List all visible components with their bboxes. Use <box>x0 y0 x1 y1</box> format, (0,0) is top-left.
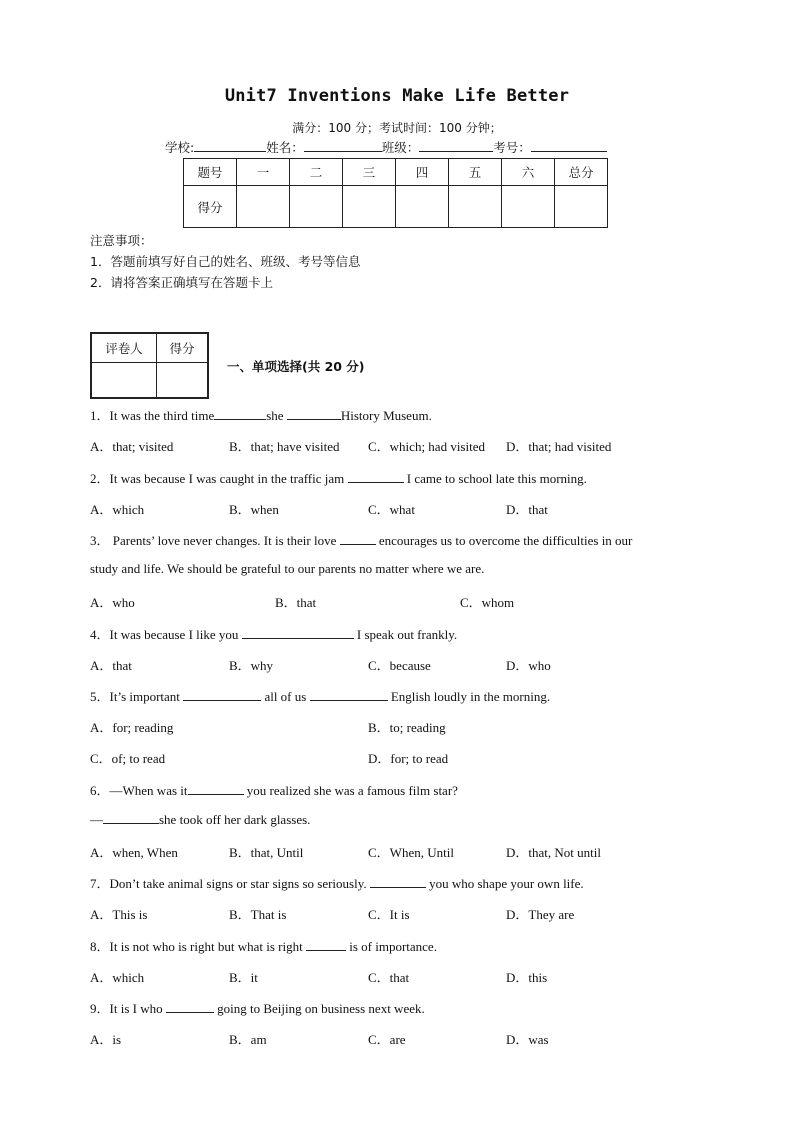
score-cell-header: 四 <box>396 159 449 186</box>
question-number: 2． <box>90 471 110 486</box>
question-3 <box>90 530 632 549</box>
score-row-label: 得分 <box>184 186 237 228</box>
option-c[interactable]: C．are <box>368 1032 406 1047</box>
option-b[interactable]: B．to; reading <box>368 720 446 735</box>
score-cell-header: 二 <box>290 159 343 186</box>
section-title: 一、单项选择(共 20 分) <box>227 359 365 374</box>
notes-item: 1．答题前填写好自己的姓名、班级、考号等信息 <box>90 254 361 269</box>
option-b[interactable]: B．am <box>229 1032 267 1047</box>
score-cell[interactable] <box>502 186 555 228</box>
option-c[interactable]: C．because <box>368 658 431 673</box>
score-cell-header: 总分 <box>555 159 608 186</box>
question-number: 7． <box>90 876 110 891</box>
question-9 <box>90 998 425 1017</box>
score-cell[interactable] <box>237 186 290 228</box>
score-table <box>183 158 608 228</box>
name-label: 姓名： <box>266 140 304 155</box>
question-text: you who shape your own life. <box>425 876 584 891</box>
question-number: 1． <box>90 408 110 423</box>
number-label: 考号： <box>493 140 531 155</box>
option-d[interactable]: D．that <box>506 502 548 517</box>
class-field[interactable] <box>419 139 493 152</box>
grader-name-cell[interactable] <box>91 363 157 399</box>
answer-blank[interactable] <box>370 875 426 888</box>
score-cell[interactable] <box>396 186 449 228</box>
question-8 <box>90 936 437 955</box>
question-text: It was because I like you <box>109 627 242 642</box>
option-a[interactable]: A．when, When <box>90 845 178 860</box>
question-text: Parents’ love never changes. It is their love <box>109 533 340 548</box>
question-number: 4． <box>90 627 110 642</box>
question-number: 6． <box>90 783 110 798</box>
question-text: It is I who <box>109 1001 166 1016</box>
option-c[interactable]: C．which; had visited <box>368 439 485 454</box>
question-text: —When was it <box>109 783 188 798</box>
option-b[interactable]: B．That is <box>229 907 287 922</box>
option-d[interactable]: D．that, Not until <box>506 845 601 860</box>
option-b[interactable]: B．that, Until <box>229 845 304 860</box>
grader-score-cell[interactable] <box>157 363 209 399</box>
score-table-header-row <box>184 159 608 186</box>
option-c[interactable]: C．whom <box>460 595 515 610</box>
question-text: she took off her dark glasses. <box>159 812 311 827</box>
score-cell-header: 五 <box>449 159 502 186</box>
score-cell[interactable] <box>343 186 396 228</box>
option-a[interactable]: A．for; reading <box>90 720 174 735</box>
option-a[interactable]: A．is <box>90 1032 122 1047</box>
option-c[interactable]: C．that <box>368 970 410 985</box>
option-d[interactable]: D．who <box>506 658 551 673</box>
score-cell[interactable] <box>449 186 502 228</box>
option-a[interactable]: A．which <box>90 502 145 517</box>
question-text: is of importance. <box>345 939 437 954</box>
option-b[interactable]: B．that; have visited <box>229 439 340 454</box>
question-number: 5． <box>90 689 110 704</box>
answer-blank[interactable] <box>287 407 341 420</box>
score-cell[interactable] <box>290 186 343 228</box>
option-b[interactable]: B．that <box>275 595 317 610</box>
question-text: It was the third time <box>109 408 215 423</box>
question-7 <box>90 873 584 892</box>
option-c[interactable]: C．It is <box>368 907 410 922</box>
option-d[interactable]: D．They are <box>506 907 575 922</box>
option-a[interactable]: A．that <box>90 658 132 673</box>
option-c[interactable]: C．of; to read <box>90 751 166 766</box>
score-cell-header: 六 <box>502 159 555 186</box>
answer-blank[interactable] <box>183 688 261 701</box>
question-text: It is not who is right but what is right <box>109 939 306 954</box>
answer-blank[interactable] <box>310 688 388 701</box>
notes-heading: 注意事项： <box>90 233 153 248</box>
option-d[interactable]: D．was <box>506 1032 549 1047</box>
score-cell[interactable] <box>555 186 608 228</box>
grader-label: 评卷人 <box>91 333 157 363</box>
answer-blank[interactable] <box>340 532 376 545</box>
option-c[interactable]: C．what <box>368 502 415 517</box>
question-text: English loudly in the morning. <box>387 689 551 704</box>
question-text: — <box>90 812 103 827</box>
question-4 <box>90 624 457 643</box>
option-b[interactable]: B．when <box>229 502 279 517</box>
question-5 <box>90 686 550 705</box>
answer-blank[interactable] <box>166 1000 214 1013</box>
question-number: 9． <box>90 1001 110 1016</box>
answer-blank[interactable] <box>348 470 404 483</box>
question-number: 3． <box>90 533 110 548</box>
answer-blank[interactable] <box>188 782 244 795</box>
grader-table <box>90 332 209 399</box>
question-3-line-2: study and life. We should be grateful to our parents no matter where we are. <box>90 561 485 576</box>
grader-score-label: 得分 <box>157 333 209 363</box>
question-text: It’s important <box>109 689 184 704</box>
question-text: you realized she was a famous film star? <box>243 783 458 798</box>
question-text: encourages us to overcome the difficulties in our <box>375 533 633 548</box>
option-d[interactable]: D．that; had visited <box>506 439 612 454</box>
question-6-line-2 <box>90 811 310 828</box>
question-1 <box>90 405 432 424</box>
question-text: I came to school late this morning. <box>403 471 587 486</box>
answer-blank[interactable] <box>214 407 266 420</box>
exam-info: 满分：100 分；考试时间：100 分钟； <box>292 121 502 135</box>
question-number: 8． <box>90 939 110 954</box>
school-label: 学校: <box>165 140 195 155</box>
question-2 <box>90 468 587 487</box>
question-text: all of us <box>261 689 310 704</box>
option-a[interactable]: A．which <box>90 970 145 985</box>
question-text: History Museum. <box>340 408 432 423</box>
option-d[interactable]: D．this <box>506 970 548 985</box>
question-text: she <box>266 408 287 423</box>
option-a[interactable]: A．This is <box>90 907 148 922</box>
question-text: I speak out frankly. <box>353 627 458 642</box>
class-label: 班级： <box>381 140 420 155</box>
answer-blank[interactable] <box>242 626 354 639</box>
number-field[interactable] <box>531 139 607 152</box>
name-field[interactable] <box>304 139 382 152</box>
option-b[interactable]: B．it <box>229 970 258 985</box>
question-6 <box>90 780 458 799</box>
score-cell-header: 三 <box>343 159 396 186</box>
answer-blank[interactable] <box>103 811 159 824</box>
option-c[interactable]: C．When, Until <box>368 845 454 860</box>
answer-blank[interactable] <box>306 938 346 951</box>
option-b[interactable]: B．why <box>229 658 274 673</box>
question-text: going to Beijing on business next week. <box>213 1001 425 1016</box>
option-d[interactable]: D．for; to read <box>368 751 449 766</box>
score-cell-header: 一 <box>237 159 290 186</box>
notes-item: 2．请将答案正确填写在答题卡上 <box>90 275 273 290</box>
school-field[interactable] <box>194 139 266 152</box>
question-text: Don’t take animal signs or star signs so seriously. <box>109 876 370 891</box>
score-table-score-row <box>184 186 608 228</box>
page-title: Unit7 Inventions Make Life Better <box>224 86 570 106</box>
question-text: It was because I was caught in the traffic jam <box>109 471 348 486</box>
option-a[interactable]: A．who <box>90 595 135 610</box>
student-info-line <box>165 138 607 156</box>
score-cell-label: 题号 <box>184 159 237 186</box>
option-a[interactable]: A．that; visited <box>90 439 174 454</box>
